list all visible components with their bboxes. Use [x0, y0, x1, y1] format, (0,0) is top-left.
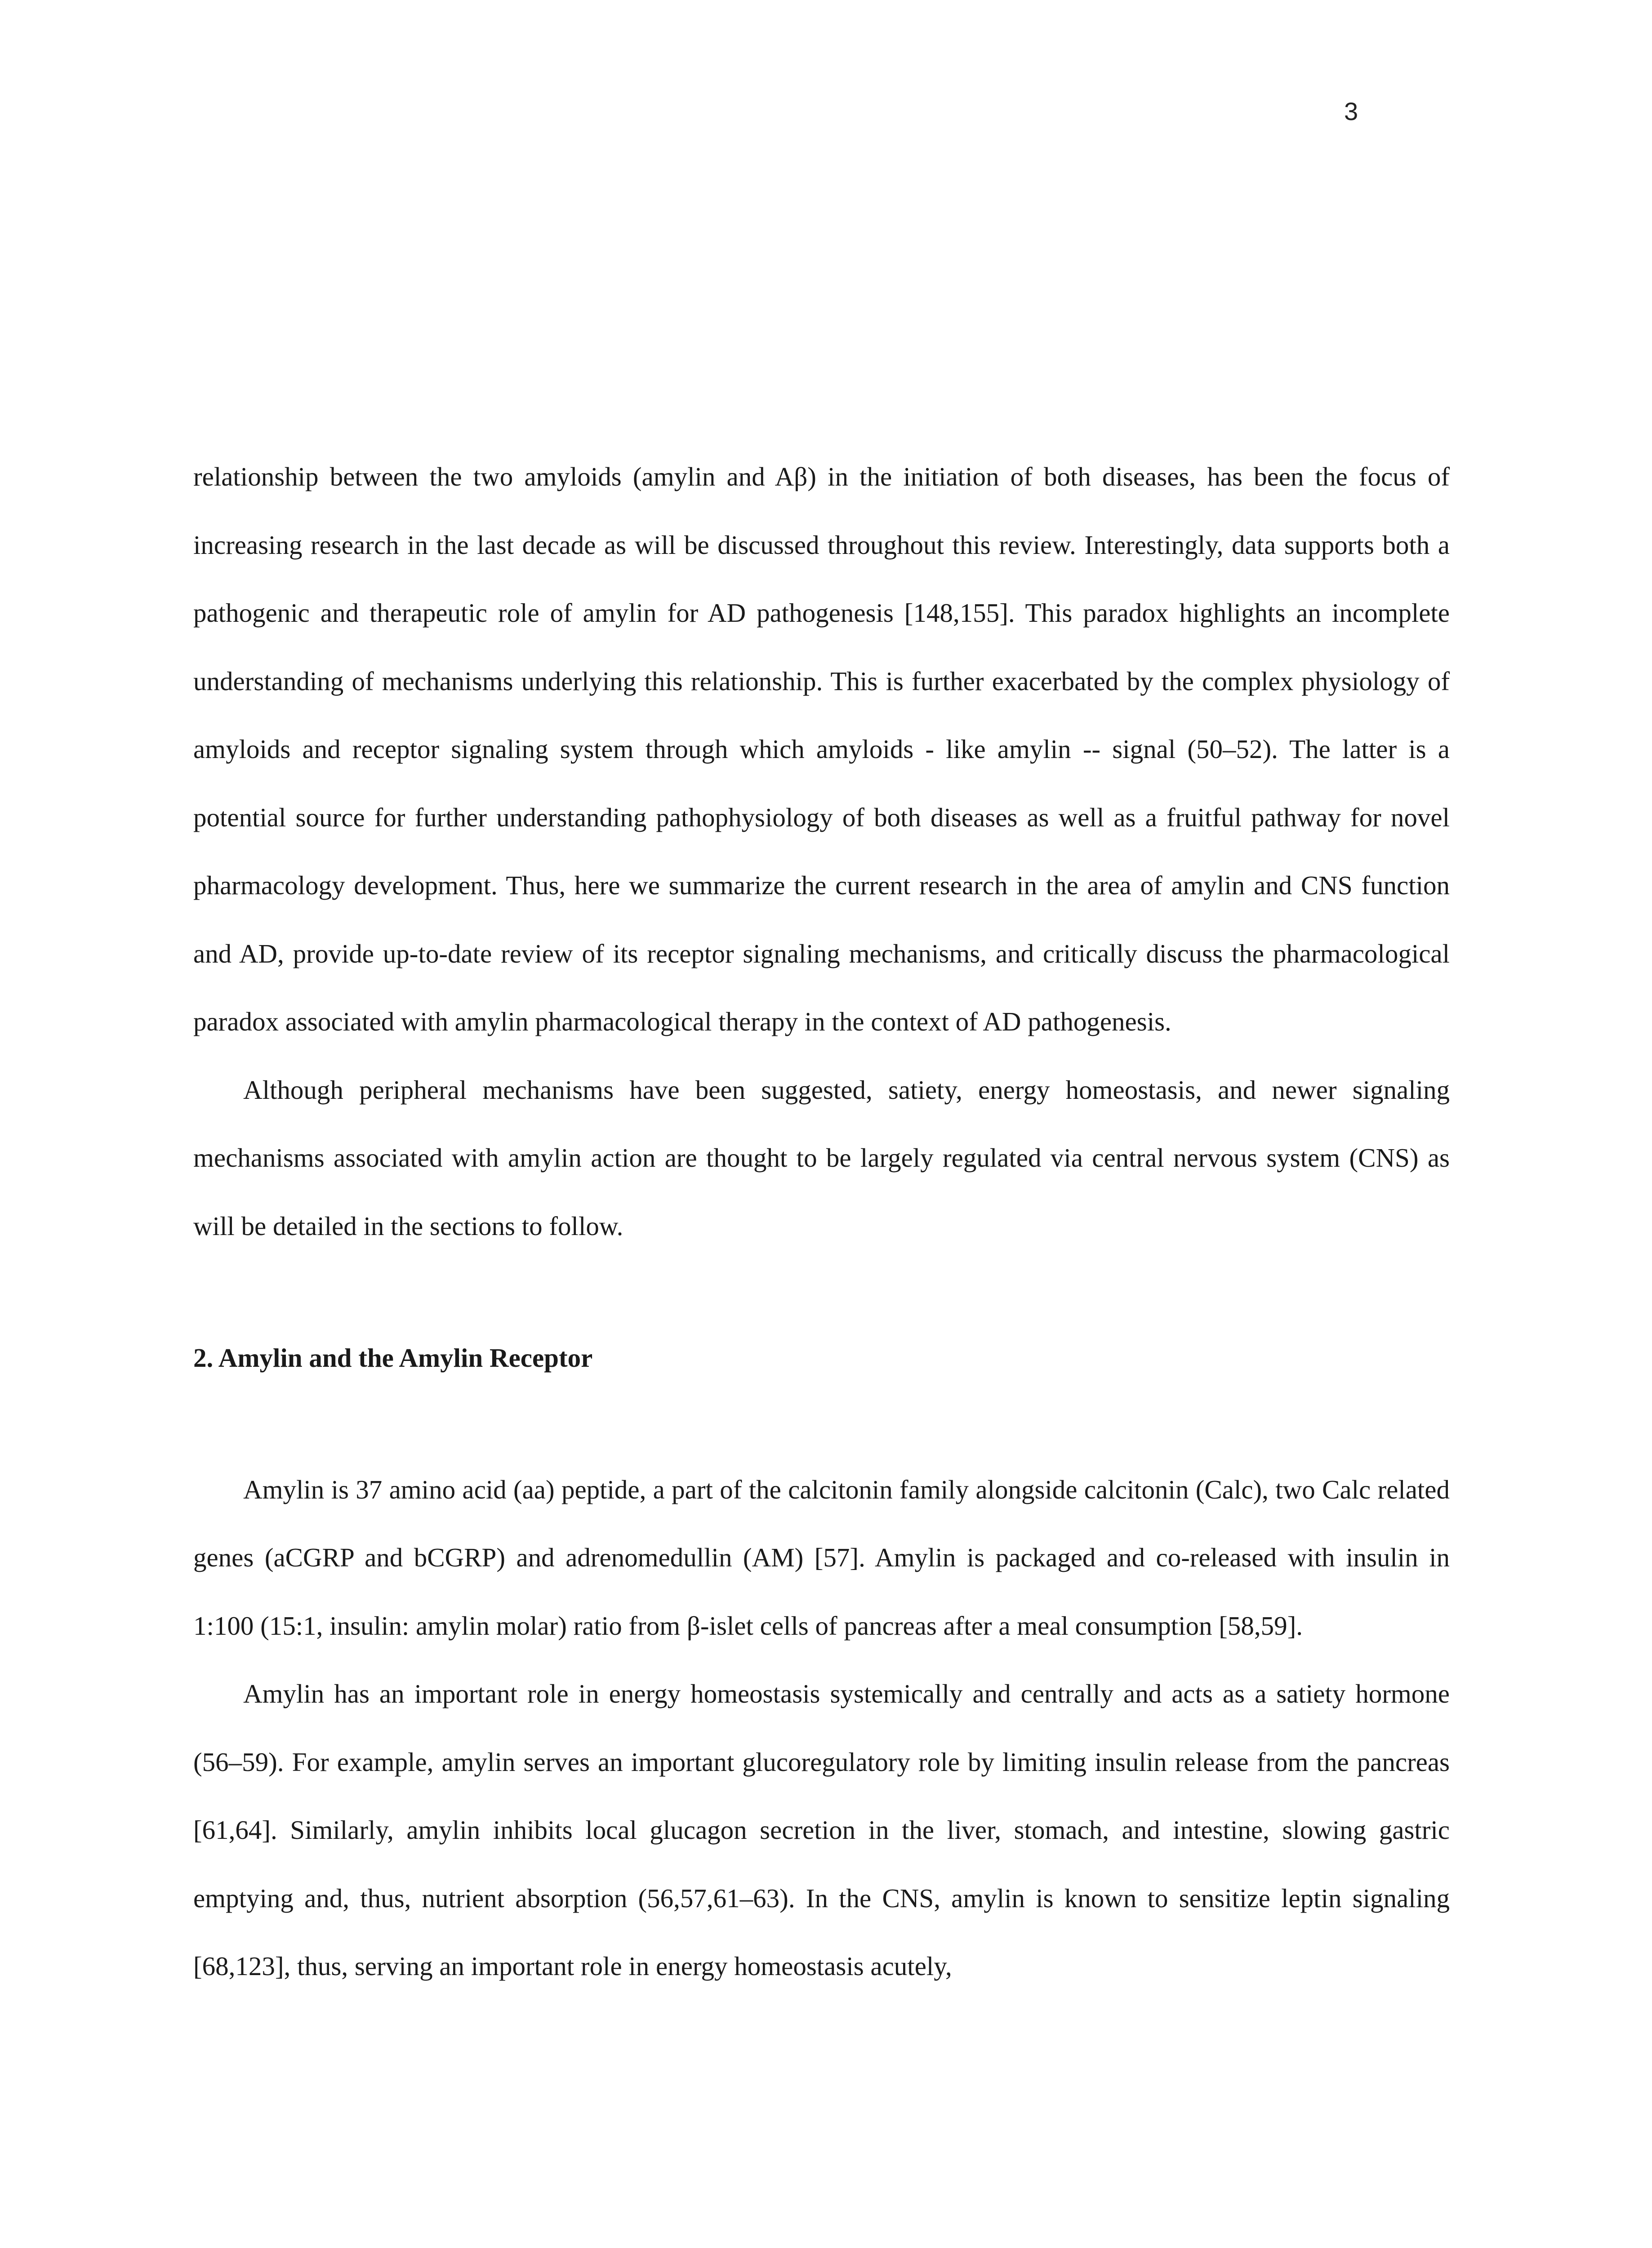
- document-body: [193, 443, 1450, 2001]
- body-paragraph: Amylin has an important role in energy homeostasis systemically and centrally and acts as a satiety hormone (56–59). For example, amylin serves an important glucoregulatory role by limiting insulin release from the pancreas [61,64]. Similarly, amylin inhibits local glucagon secretion in the liver, stomach, and intestine, slowing gastric emptying and, thus, nutrient absorption (56,57,61–63). In the CNS, amylin is known to sensitize leptin signaling [68,123], thus, serving an important role in energy homeostasis acutely,: [193, 1679, 1450, 1981]
- page-number: 3: [1344, 97, 1358, 125]
- body-paragraph: Although peripheral mechanisms have been suggested, satiety, energy homeostasis, and newer signaling mechanisms associated with amylin action are thought to be largely regulated via central nervous system (CNS) as will be detailed in the sections to follow.: [193, 1075, 1450, 1241]
- section-heading: 2. Amylin and the Amylin Receptor: [193, 1343, 593, 1373]
- body-paragraph: Amylin is 37 amino acid (aa) peptide, a part of the calcitonin family alongside calcitonin (Calc), two Calc related genes (aCGRP and bCGRP) and adrenomedullin (AM) [57]. Amylin is packaged and co-released with insulin in 1:100 (15:1, insulin: amylin molar) ratio from β-islet cells of pancreas after a meal consumption [58,59].: [193, 1474, 1450, 1641]
- body-paragraph: relationship between the two amyloids (amylin and Aβ) in the initiation of both diseases, has been the focus of increasing research in the last decade as will be discussed throughout this review. Interestingly, data supports both a pathogenic and therapeutic role of amylin for AD pathogenesis [148,155]. This paradox highlights an incomplete understanding of mechanisms underlying this relationship. This is further exacerbated by the complex physiology of amyloids and receptor signaling system through which amyloids - like amylin -- signal (50–52). The latter is a potential source for further understanding pathophysiology of both diseases as well as a fruitful pathway for novel pharmacology development. Thus, here we summarize the current research in the area of amylin and CNS function and AD, provide up-to-date review of its receptor signaling mechanisms, and critically discuss the pharmacological paradox associated with amylin pharmacological therapy in the context of AD pathogenesis.: [193, 462, 1450, 1036]
